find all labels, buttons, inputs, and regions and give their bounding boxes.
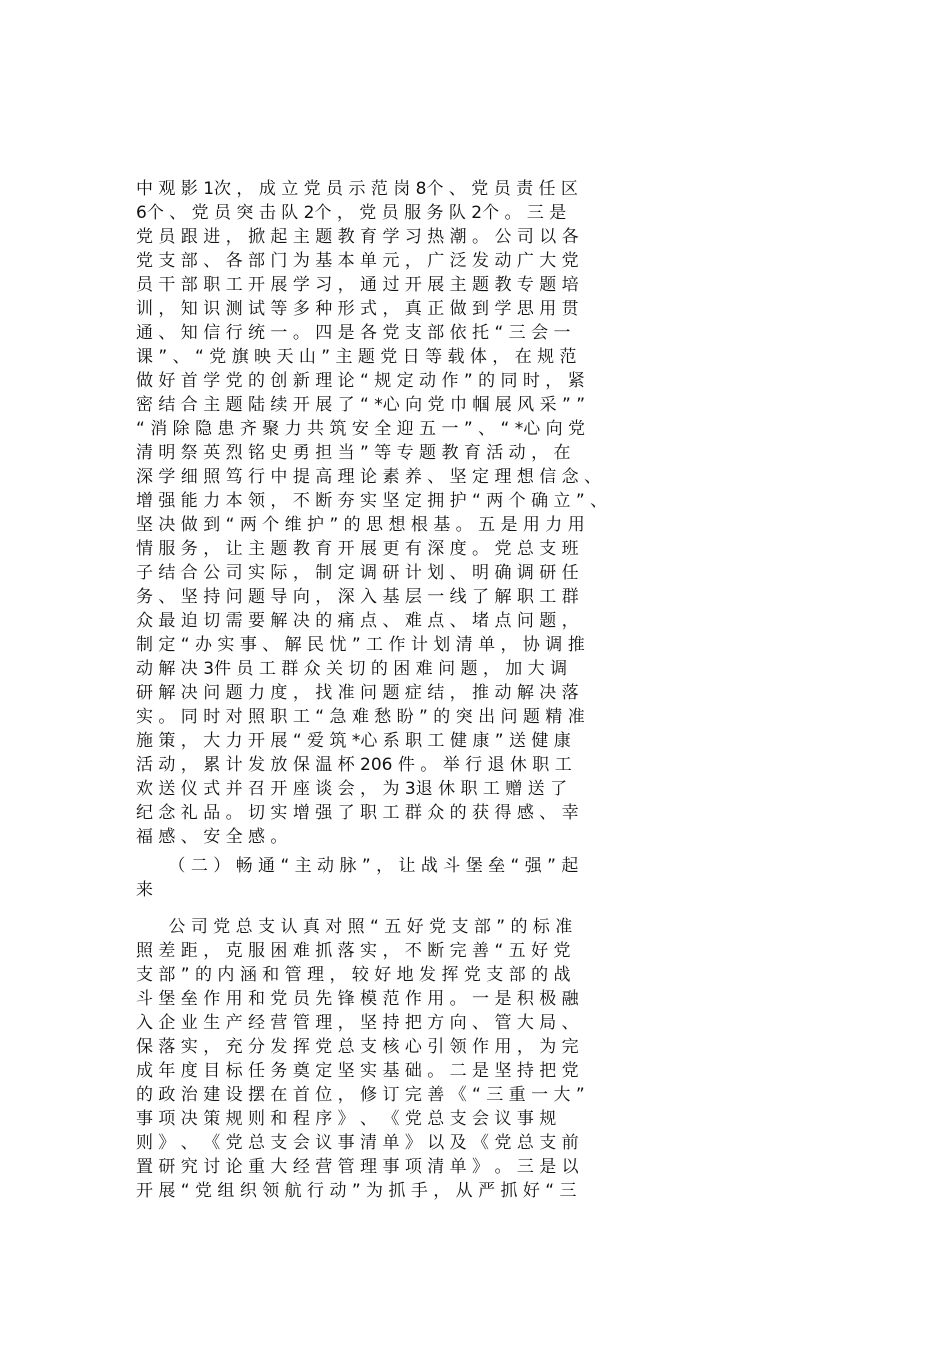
text-line: 实 。 同 时 对 照 职 工 “ 急 难 愁 盼 ” 的 突 出 问 题 精 准 (136, 707, 585, 727)
text-line: 支 部 ” 的 内 涵 和 管 理 ， 较 好 地 发 挥 党 支 部 的 战 (136, 965, 571, 985)
text-line: 照 差 距 ， 克 服 困 难 抓 落 实 ， 不 断 完 善 “ 五 好 党 (136, 941, 571, 961)
text-line: 众 最 迫 切 需 要 解 决 的 痛 点 、 难 点 、 堵 点 问 题 ， (136, 611, 579, 631)
text-line: 中 观 影 1次 ， 成 立 党 员 示 范 岗 8个 、 党 员 责 任 区 (136, 179, 578, 199)
text-line: 保 落 实 ， 充 分 发 挥 党 总 支 核 心 引 领 作 用 ， 为 完 (136, 1037, 579, 1057)
text-line: 欢 送 仪 式 并 召 开 座 谈 会 ， 为 3退 休 职 工 赠 送 了 (136, 779, 568, 799)
text-line: 事 项 决 策 规 则 和 程 序 》 、 《 党 总 支 会 议 事 规 (136, 1109, 557, 1129)
text-line: 清 明 祭 英 烈 铭 史 勇 担 当 ” 等 专 题 教 育 活 动 ， 在 (136, 443, 571, 463)
text-line: 做 好 首 学 党 的 创 新 理 论 “ 规 定 动 作 ” 的 同 时 ， 紧 (136, 371, 585, 391)
text-line: 置 研 究 讨 论 重 大 经 营 管 理 事 项 清 单 》 。 三 是 以 (136, 1157, 579, 1177)
text-line: 开 展 “ 党 组 织 领 航 行 动 ” 为 抓 手 ， 从 严 抓 好 “ 三 (136, 1181, 577, 1201)
text-line: 员 干 部 职 工 开 展 学 习 ， 通 过 开 展 主 题 教 专 题 培 (136, 275, 579, 295)
text-line: 福 感 、 安 全 感 。 (136, 827, 288, 847)
text-line: 的 政 治 建 设 摆 在 首 位 ， 修 订 完 善 《 “ 三 重 一 大 ” (136, 1085, 585, 1105)
text-line: 坚 决 做 到 “ 两 个 维 护 ” 的 思 想 根 基 。 五 是 用 力 用 (136, 515, 585, 535)
text-line: 成 年 度 目 标 任 务 奠 定 坚 实 基 础 。 二 是 坚 持 把 党 (136, 1061, 579, 1081)
text-line: 课 ” 、 “ 党 旗 映 天 山 ” 主 题 党 日 等 载 体 ， 在 规 范 (136, 347, 577, 367)
text-line: 训 ， 知 识 测 试 等 多 种 形 式 ， 真 正 做 到 学 思 用 贯 (136, 299, 579, 319)
text-line: 动 解 决 3件 员 工 群 众 关 切 的 困 难 问 题 ， 加 大 调 (136, 659, 568, 679)
text-line: 情 服 务 ， 让 主 题 教 育 开 展 更 有 深 度 。 党 总 支 班 (136, 539, 579, 559)
text-line: 6个 、 党 员 突 击 队 2个 ， 党 员 服 务 队 2个 。 三 是 (136, 203, 567, 223)
text-line: 深 学 细 照 笃 行 中 提 高 理 论 素 养 、 坚 定 理 想 信 念 、 (136, 467, 602, 487)
text-line: 纪 念 礼 品 。 切 实 增 强 了 职 工 群 众 的 获 得 感 、 幸 (136, 803, 579, 823)
text-line: 施 策 ， 大 力 开 展 “ 爱 筑 *心 系 职 工 健 康 ” 送 健 康 (136, 731, 571, 751)
text-line: 入 企 业 生 产 经 营 管 理 ， 坚 持 把 方 向 、 管 大 局 、 (136, 1013, 579, 1033)
text-line: 制 定 “ 办 实 事 、 解 民 忧 ” 工 作 计 划 清 单 ， 协 调 推 (136, 635, 585, 655)
text-line: “ 消 除 隐 患 齐 聚 力 共 筑 安 全 迎 五 一 ” 、 “ *心 向 党 (136, 419, 585, 439)
text-line: 斗 堡 垒 作 用 和 党 员 先 锋 模 范 作 用 。 一 是 积 极 融 (136, 989, 579, 1009)
text-line: 活 动 ， 累 计 发 放 保 温 杯 206 件 。 举 行 退 休 职 工 (136, 755, 572, 775)
text-line: 党 员 跟 进 ， 掀 起 主 题 教 育 学 习 热 潮 。 公 司 以 各 (136, 227, 579, 247)
section-heading: （ 二 ） 畅 通 “ 主 动 脉 ” ， 让 战 斗 堡 垒 “ 强 ” 起 (136, 856, 579, 876)
text-line: 则 》 、 《 党 总 支 会 议 事 清 单 》 以 及 《 党 总 支 前 (136, 1133, 579, 1153)
section-heading-continuation: 来 (136, 880, 153, 900)
text-line: 密 结 合 主 题 陆 续 开 展 了 “ *心 向 党 巾 帼 展 风 采 ” ” (136, 395, 585, 415)
text-line: 研 解 决 问 题 力 度 ， 找 准 问 题 症 结 ， 推 动 解 决 落 (136, 683, 579, 703)
text-line: 公 司 党 总 支 认 真 对 照 “ 五 好 党 支 部 ” 的 标 准 (136, 917, 573, 937)
text-line: 务 、 坚 持 问 题 导 向 ， 深 入 基 层 一 线 了 解 职 工 群 (136, 587, 579, 607)
text-line: 党 支 部 、 各 部 门 为 基 本 单 元 ， 广 泛 发 动 广 大 党 (136, 251, 579, 271)
text-line: 增 强 能 力 本 领 ， 不 断 夯 实 坚 定 拥 护 “ 两 个 确 立 ” 、 (136, 491, 608, 511)
text-line: 通 、 知 信 行 统 一 。 四 是 各 党 支 部 依 托 “ 三 会 一 (136, 323, 571, 343)
text-line: 子 结 合 公 司 实 际 ， 制 定 调 研 计 划 、 明 确 调 研 任 (136, 563, 579, 583)
